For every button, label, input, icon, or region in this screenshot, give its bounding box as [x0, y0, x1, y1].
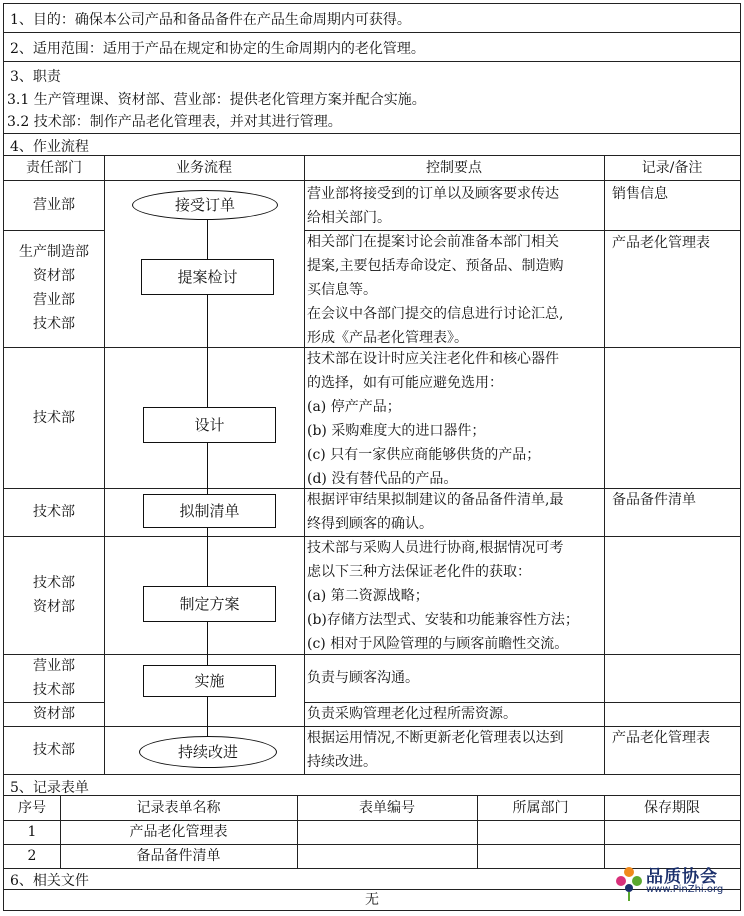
logo-url: www.PinZhi.org: [646, 884, 724, 895]
flow-step-implement: 实施: [143, 665, 276, 697]
flow-step-draft-list: 拟制清单: [143, 494, 276, 528]
purpose-text: 1、目的：确保本公司产品和备品备件在产品生命周期内可获得。: [10, 12, 411, 28]
header-record: 记录/备注: [641, 160, 703, 176]
records-title-row: [4, 774, 740, 796]
record-row-2: 产品老化管理表: [612, 235, 710, 251]
flow-step-continuous-improvement: 持续改进: [139, 736, 277, 768]
logo-brand: 品质协会: [646, 867, 718, 887]
control-row-7: 负责采购管理老化过程所需资源。: [307, 706, 517, 722]
records-row-2-no: 2: [27, 848, 37, 864]
records-row-1-name: 产品老化管理表: [129, 824, 228, 840]
record-row-1: 销售信息: [612, 186, 668, 202]
records-header-dept: 所属部门: [512, 800, 569, 816]
header-flow: 业务流程: [176, 160, 232, 176]
control-row-5: 技术部与采购人员进行协商,根据情况可考 虑以下三种方法保证老化件的获取： (a) 第二资源战略； (b)存储方法型式、安装和功能兼容性方法； (c) 相对于风险管理的与顾客前瞻性交流。: [307, 540, 579, 652]
flow-step-proposal-review: 提案检讨: [141, 259, 274, 295]
records-row-1-no: 1: [27, 824, 37, 840]
process-table: [4, 156, 740, 774]
header-dept: 责任部门: [26, 160, 82, 176]
dept-row-2: 生产制造部 资材部 营业部 技术部: [19, 244, 89, 332]
records-title: 5、记录表单: [10, 780, 89, 796]
document-table: [3, 3, 741, 911]
pinzhi-logo: [614, 862, 736, 904]
flow-step-make-plan: 制定方案: [143, 586, 276, 622]
duty-1: 3.1 生产管理课、资材部、营业部：提供老化管理方案并配合实施。: [7, 92, 426, 108]
dept-row-6: 营业部 技术部: [33, 658, 75, 698]
dept-row-8: 技术部: [33, 742, 75, 758]
control-row-6: 负责与顾客沟通。: [307, 670, 419, 686]
records-header-no: 序号: [18, 800, 46, 816]
related-title: 6、相关文件: [10, 873, 89, 889]
process-title: 4、作业流程: [10, 139, 89, 155]
records-header-name: 记录表单名称: [136, 800, 221, 816]
duties-title: 3、职责: [10, 69, 61, 85]
records-table: [4, 796, 740, 868]
duty-2: 3.2 技术部：制作产品老化管理表，并对其进行管理。: [7, 114, 342, 130]
control-row-4: 根据评审结果拟制建议的备品备件清单,最 终得到顾客的确认。: [307, 492, 564, 532]
records-row-2-name: 备品备件清单: [136, 848, 221, 864]
control-row-8: 根据运用情况,不断更新老化管理表以达到 持续改进。: [307, 730, 564, 770]
records-header-code: 表单编号: [359, 800, 415, 816]
control-row-3: 技术部在设计时应关注老化件和核心器件 的选择，如有可能应避免选用： (a) 停产产品； (b) 采购难度大的进口器件； (c) 只有一家供应商能够供货的产品； (d) 没有替代品的产品。: [307, 351, 559, 487]
duties-row: [4, 62, 740, 134]
dept-row-5: 技术部 资材部: [33, 575, 75, 615]
process-title-row: [4, 134, 740, 156]
dept-row-7: 资材部: [33, 706, 75, 722]
record-row-4: 备品备件清单: [612, 492, 696, 508]
scope-row: [4, 33, 740, 62]
scope-text: 2、适用范围：适用于产品在规定和协定的生命周期内的老化管理。: [10, 41, 425, 57]
dept-row-1: 营业部: [33, 197, 75, 213]
flow-step-design: 设计: [143, 407, 276, 443]
header-control: 控制要点: [426, 160, 482, 176]
dept-row-4: 技术部: [33, 504, 75, 520]
flow-step-accept-order: 接受订单: [132, 190, 278, 220]
purpose-row: [4, 4, 740, 33]
flower-icon: [614, 864, 644, 902]
dept-row-3: 技术部: [33, 410, 75, 426]
related-value: 无: [365, 892, 379, 908]
records-header-period: 保存期限: [644, 800, 700, 816]
record-row-8: 产品老化管理表: [612, 730, 710, 746]
control-row-1: 营业部将接受到的订单以及顾客要求传达 给相关部门。: [307, 186, 559, 226]
control-row-2: 相关部门在提案讨论会前准备本部门相关 提案,主要包括寿命设定、预备品、制造购 买信息等。 在会议中各部门提交的信息进行讨论汇总, 形成《产品老化管理表》。: [307, 234, 564, 346]
